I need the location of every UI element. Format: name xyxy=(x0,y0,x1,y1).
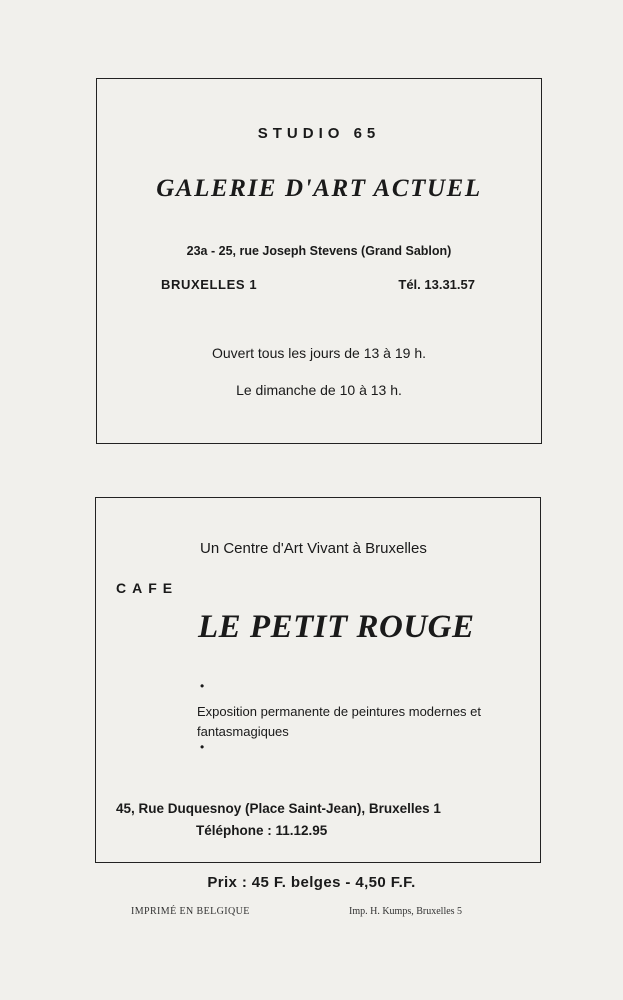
cafe-address: 45, Rue Duquesnoy (Place Saint-Jean), Bruxelles 1 xyxy=(116,801,441,816)
cafe-exhibition-text: Exposition permanente de peintures modernes et fantasmagiques xyxy=(197,704,482,739)
studio-label: STUDIO 65 xyxy=(257,125,381,142)
bullet-point: • xyxy=(200,740,205,754)
gallery-hours-weekdays: Ouvert tous les jours de 13 à 19 h. xyxy=(211,345,426,361)
gallery-city: BRUXELLES 1 xyxy=(161,277,258,292)
gallery-address: 23a - 25, rue Joseph Stevens (Grand Sablon) xyxy=(186,244,452,258)
bullet-point: • xyxy=(200,679,205,693)
cafe-phone: Téléphone : 11.12.95 xyxy=(196,823,328,838)
cafe-tagline: Un Centre d'Art Vivant à Bruxelles xyxy=(200,540,427,557)
printed-in-label: IMPRIMÉ EN BELGIQUE xyxy=(131,906,250,917)
gallery-advertisement xyxy=(96,78,542,444)
cafe-name: LE PETIT ROUGE xyxy=(198,609,475,645)
cafe-label: CAFE xyxy=(116,580,179,596)
gallery-phone: Tél. 13.31.57 xyxy=(398,277,475,292)
printer-credit: Imp. H. Kumps, Bruxelles 5 xyxy=(349,906,463,917)
gallery-name: GALERIE D'ART ACTUEL xyxy=(156,175,482,202)
cafe-advertisement xyxy=(95,497,541,863)
gallery-hours-sunday: Le dimanche de 10 à 13 h. xyxy=(236,382,402,398)
price-line: Prix : 45 F. belges - 4,50 F.F. xyxy=(207,874,416,891)
